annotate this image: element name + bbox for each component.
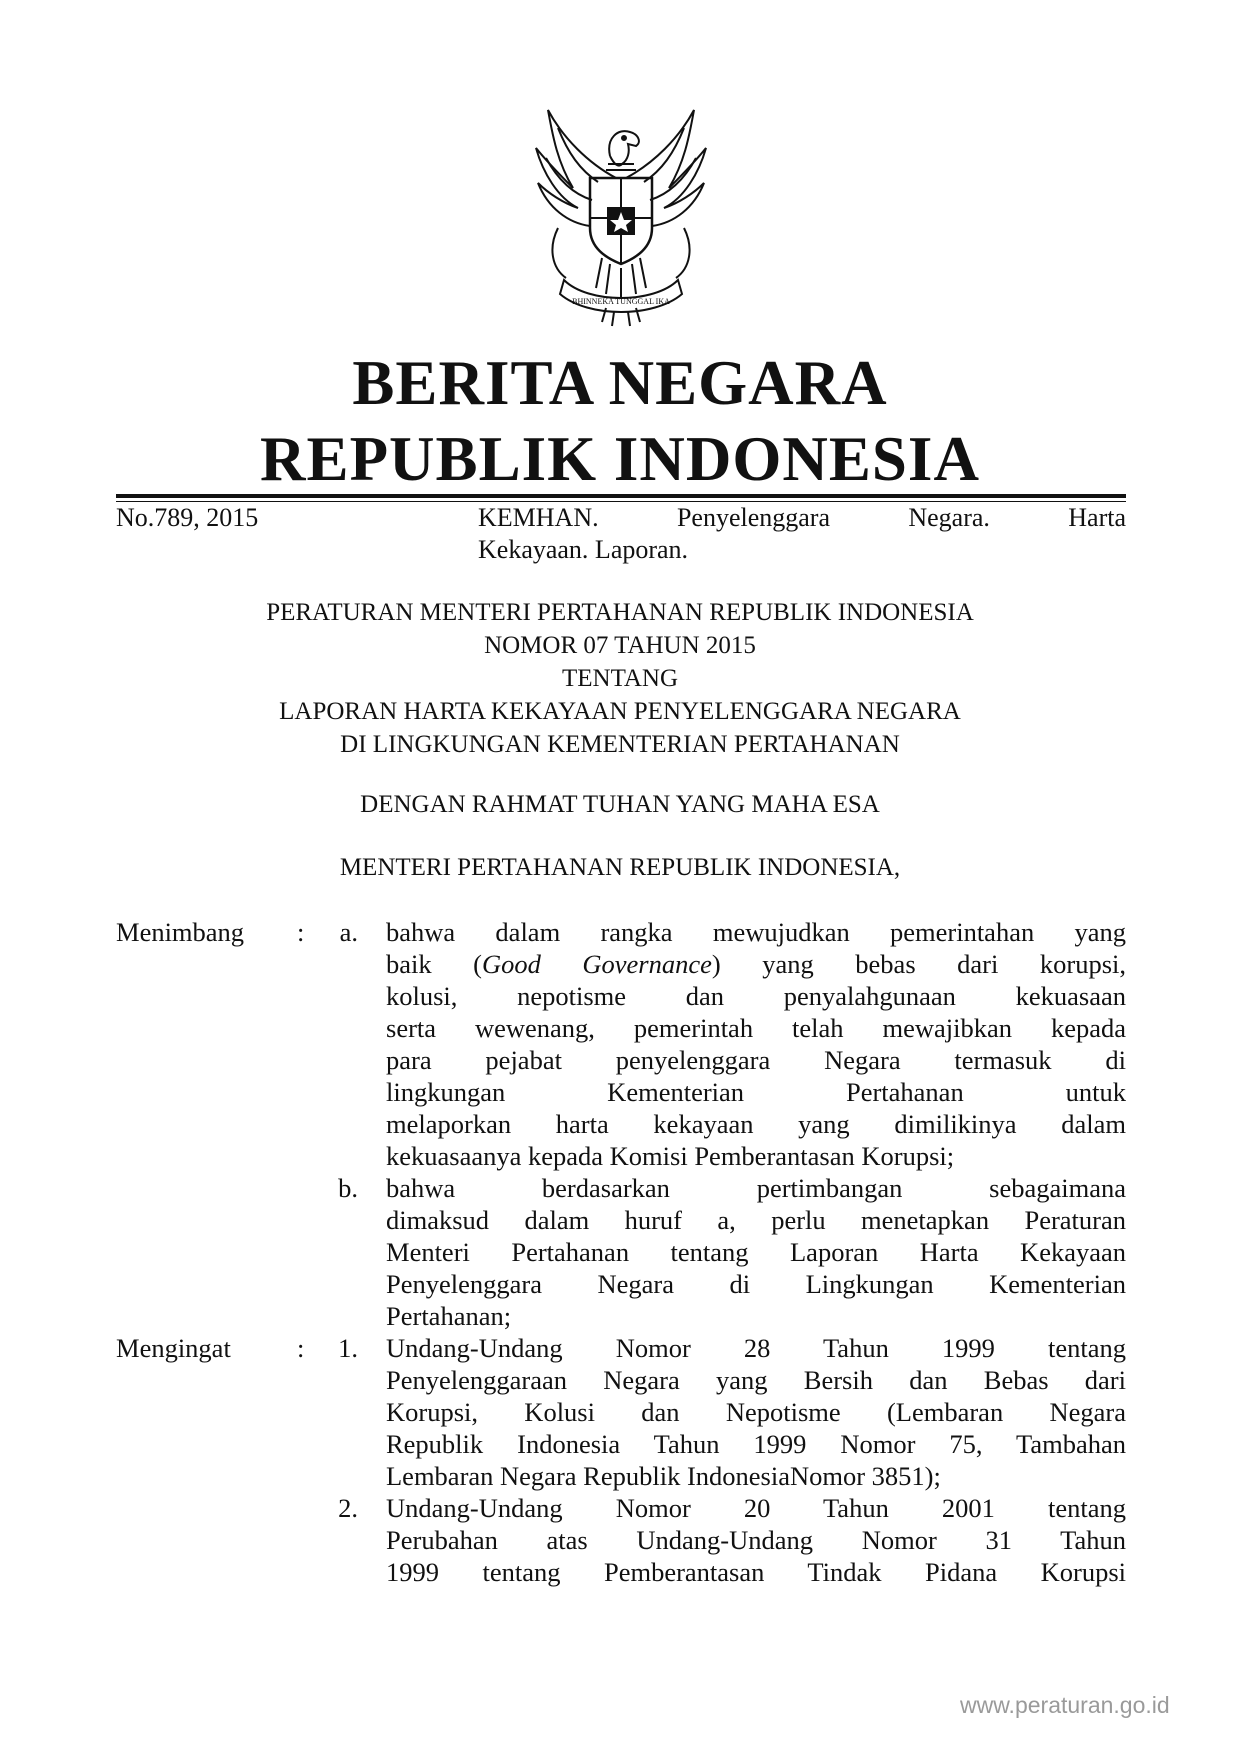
clause-line: serta wewenang, pemerintah telah mewajibkan kepada: [386, 1013, 1126, 1043]
regulation-issuer: MENTERI PERTAHANAN REPUBLIK INDONESIA,: [339, 854, 901, 881]
clause-line: Penyelenggara Negara di Lingkungan Kementerian: [386, 1269, 1126, 1299]
summary-word: KEMHAN.: [478, 503, 599, 532]
item-marker: 1.: [338, 1333, 358, 1363]
issue-summary-line2: Kekayaan. Laporan.: [478, 535, 689, 564]
summary-word: Penyelenggara: [676, 503, 830, 532]
clause-line: Korupsi, Kolusi dan Nepotisme (Lembaran Negara: [386, 1397, 1126, 1427]
regulation-subject-line1: LAPORAN HARTA KEKAYAAN PENYELENGGARA NEGARA: [279, 698, 961, 725]
clause-line: para pejabat penyelenggara Negara termasuk di: [386, 1045, 1126, 1075]
clause-line: 1999 tentang Pemberantasan Tindak Pidana Korupsi: [386, 1557, 1126, 1587]
clause-text: ) yang bebas dari korupsi,: [711, 949, 1127, 979]
clause-line: Undang-Undang Nomor 20 Tahun 2001 tentang: [386, 1493, 1126, 1523]
garuda-emblem-icon: [518, 108, 724, 328]
masthead-rule-thick: [116, 494, 1126, 498]
clause-text: baik (: [386, 949, 482, 979]
clause-line: Penyelenggaraan Negara yang Bersih dan Bebas dari: [386, 1365, 1126, 1395]
clause-line: lingkungan Kementerian Pertahanan untuk: [386, 1077, 1126, 1107]
emblem-motto: BHINNEKA TUNGGAL IKA: [572, 297, 670, 306]
summary-word: Negara.: [908, 503, 990, 532]
recalling-label: Mengingat: [116, 1333, 231, 1363]
clause-line: bahwa dalam rangka mewujudkan pemerintahan yang: [386, 917, 1126, 947]
considering-label: Menimbang: [116, 917, 245, 947]
masthead-title-line2: REPUBLIK INDONESIA: [260, 424, 980, 494]
footer-url: www.peraturan.go.id: [960, 1692, 1170, 1718]
clause-line: Menteri Pertahanan tentang Laporan Harta Kekayaan: [386, 1237, 1126, 1267]
clause-italic-term: Good Governance: [481, 949, 712, 979]
masthead-title-line1: BERITA NEGARA: [352, 348, 888, 418]
clause-line: bahwa berdasarkan pertimbangan sebagaimana: [386, 1173, 1126, 1203]
regulation-title: PERATURAN MENTERI PERTAHANAN REPUBLIK INDONESIA: [266, 599, 974, 626]
item-marker: b.: [338, 1173, 358, 1203]
clause-line: Lembaran Negara Republik IndonesiaNomor 3851);: [386, 1461, 941, 1491]
clause-line: Perubahan atas Undang-Undang Nomor 31 Tahun: [386, 1525, 1126, 1555]
clause-line: kekuasaanya kepada Komisi Pemberantasan Korupsi;: [386, 1141, 955, 1171]
regulation-invocation: DENGAN RAHMAT TUHAN YANG MAHA ESA: [360, 791, 880, 818]
item-marker: a.: [339, 917, 358, 947]
clause-line: kolusi, nepotisme dan penyalahgunaan kekuasaan: [386, 981, 1126, 1011]
considering-colon: :: [297, 917, 305, 947]
regulation-subject-line2: DI LINGKUNGAN KEMENTERIAN PERTAHANAN: [340, 731, 900, 758]
clause-line: Pertahanan;: [386, 1301, 512, 1331]
summary-word: Harta: [1068, 503, 1126, 532]
regulation-number: NOMOR 07 TAHUN 2015: [484, 632, 756, 659]
clause-line: Republik Indonesia Tahun 1999 Nomor 75, Tambahan: [386, 1429, 1126, 1459]
clause-line: dimaksud dalam huruf a, perlu menetapkan Peraturan: [386, 1205, 1126, 1235]
issue-summary-line1: [478, 502, 1126, 534]
clause-line: melaporkan harta kekayaan yang dimilikinya dalam: [386, 1109, 1126, 1139]
recalling-colon: :: [297, 1333, 305, 1363]
clause-line: Undang-Undang Nomor 28 Tahun 1999 tentang: [386, 1333, 1126, 1363]
item-marker: 2.: [338, 1493, 358, 1523]
clause-line: [386, 948, 1126, 980]
issue-number: No.789, 2015: [116, 503, 259, 532]
regulation-about: TENTANG: [561, 665, 679, 692]
